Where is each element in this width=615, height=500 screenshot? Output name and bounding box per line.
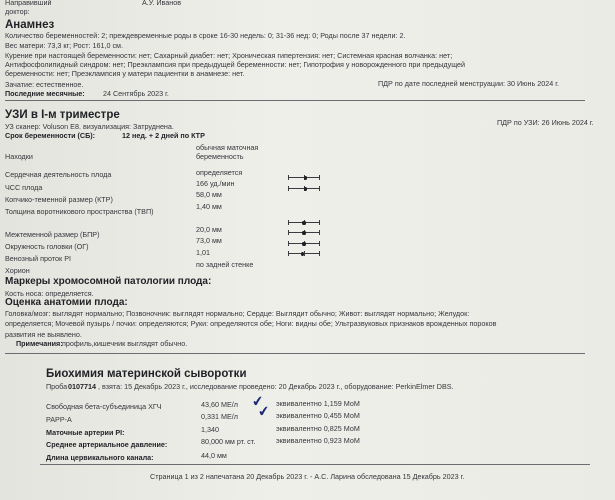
section-divider <box>40 464 590 465</box>
footer-text: Страница 1 из 2 напечатана 20 Декабрь 2023 г. - А.С. Ларина обследована 15 Декабрь 2023 г. <box>150 472 465 481</box>
finding-name: Сердечная деятельность плода <box>5 170 112 179</box>
bio-value: 1,340 <box>201 425 219 434</box>
anamnesis-line: Количество беременностей: 2; преждевременные роды в сроке 16-30 недель: 0; 31-36 нед: 0; Роды после 37 недели: 2. <box>5 31 406 40</box>
range-scale <box>288 188 320 189</box>
range-marker <box>302 242 305 245</box>
bio-value: 0,331 МЕ/л <box>201 412 238 421</box>
bio-mom: эквивалентно 1,159 МоМ <box>276 399 360 408</box>
bio-mom: эквивалентно 0,923 МоМ <box>276 436 360 445</box>
finding-value: определяется <box>196 168 243 177</box>
referring-name: А.У. Иванов <box>142 0 182 7</box>
doctor-label: доктор: <box>5 7 30 16</box>
anatomy-line: развития не выявлено. <box>5 330 82 339</box>
range-marker <box>304 176 307 179</box>
edd-by-lmp: ПДР по дате последней менструации: 30 Июнь 2024 г. <box>378 79 559 88</box>
finding-value: 1,40 мм <box>196 202 222 211</box>
sample-info: , взята: 15 Декабрь 2023 г., исследование проведено: 20 Декабрь 2023 г., оборудование: PerkinElmer DBS. <box>98 382 454 391</box>
range-scale <box>288 177 320 178</box>
chromosomal-title: Маркеры хромосомной патологии плода: <box>5 276 212 287</box>
range-marker <box>302 231 305 234</box>
finding-name: Копчико-теменной размер (КТР) <box>5 195 113 204</box>
bio-name: Длина цервикального канала: <box>46 453 154 462</box>
lmp-value: 24 Сентябрь 2023 г. <box>103 89 169 98</box>
range-scale <box>288 232 320 233</box>
bio-name: Маточные артерии PI: <box>46 428 125 437</box>
finding-value: 73,0 мм <box>196 236 222 245</box>
finding-value: 20,0 мм <box>196 225 222 234</box>
handwritten-check-icon: ✔ <box>256 402 271 420</box>
bio-value: 80,000 мм рт. ст. <box>201 437 256 446</box>
bio-name: Свободная бета-субъединица ХГЧ <box>46 402 162 411</box>
ga-value: 12 нед. + 2 дней по КТР <box>122 131 205 140</box>
finding-name: Толщина воротникового пространства (ТВП) <box>5 207 154 216</box>
notes-label: Примечания: <box>16 339 63 348</box>
biochemistry-title: Биохимия материнской сыворотки <box>46 368 247 380</box>
anamnesis-line: беременности: нет; Преэклампсия у матери пациентки в анамнезе: нет. <box>5 69 245 78</box>
bio-mom: эквивалентно 0,825 МоМ <box>276 424 360 433</box>
referring-label: Направивший <box>5 0 52 7</box>
bio-name: Среднее артериальное давление: <box>46 440 168 449</box>
finding-value: 1,01 <box>196 248 210 257</box>
finding-name: Венозный проток PI <box>5 254 71 263</box>
bio-name: PAPP-A <box>46 415 72 424</box>
bio-value: 44,0 мм <box>201 451 227 460</box>
range-scale <box>288 253 320 254</box>
finding-name: Окружность головки (ОГ) <box>5 242 89 251</box>
anamnesis-line: Антифосфолипидный синдром: нет; Преэклампсия при предыдущей беременности: нет; Гипотрофия у новорожденного при предыдущей <box>5 60 466 69</box>
anamnesis-title: Анамнез <box>5 19 55 31</box>
scanner-info: УЗ сканер: Voluson E8. визуализация: Затруднена. <box>5 122 174 131</box>
anatomy-title: Оценка анатомии плода: <box>5 297 128 308</box>
section-divider <box>5 353 585 354</box>
col-findings: Находки <box>5 152 33 161</box>
finding-name: ЧСС плода <box>5 183 43 192</box>
section-divider <box>5 100 585 101</box>
anatomy-line: определяется; Мочевой пузырь / почки: определяются; Руки: определяются обе; Ноги: видны обе; Ультразвуковых признаков врожденных пороков <box>5 319 497 328</box>
finding-value: по задней стенке <box>196 260 254 269</box>
finding-value: 166 уд./мин <box>196 179 235 188</box>
range-marker <box>304 187 307 190</box>
sample-id: 0107714 <box>68 382 96 391</box>
anamnesis-line: Курение при настоящей беременности: нет; Сахарный диабет: нет; Хроническая гипертензия: нет; Системная красная волчанка: нет; <box>5 51 453 60</box>
range-marker <box>302 221 305 224</box>
anatomy-line: Головка/мозг: выглядят нормально; Позвоночник: выглядят нормально; Сердце: Выглядит обычно; Живот: выглядят нормально; Желудок: <box>5 309 470 318</box>
finding-value: 58,0 мм <box>196 190 222 199</box>
ga-label: Срок беременности (СБ): <box>5 131 96 140</box>
first-trimester-title: УЗИ в I-м триместре <box>5 109 120 121</box>
edd-by-us: ПДР по УЗИ: 26 Июнь 2024 г. <box>497 118 594 127</box>
anamnesis-line: Вес матери: 73,3 кг; Рост: 161,0 см. <box>5 41 123 50</box>
range-scale <box>288 222 320 223</box>
range-scale <box>288 243 320 244</box>
notes-value: профиль,кишечник выглядят обычно. <box>62 339 188 348</box>
range-marker <box>301 252 304 255</box>
handwritten-check-icon: ✔ <box>250 392 265 410</box>
finding-name: Межтеменной размер (БПР) <box>5 230 100 239</box>
sample-label: Проба <box>46 382 68 391</box>
bio-value: 43,60 МЕ/л <box>201 400 238 409</box>
anamnesis-line: Зачатие: естественное. <box>5 80 84 89</box>
nasal-bone: Кость носа: определяется. <box>5 289 94 298</box>
lmp-label: Последние месячные: <box>5 89 85 98</box>
col-normal: обычная маточная беременность <box>196 143 259 161</box>
bio-mom: эквивалентно 0,455 МоМ <box>276 411 360 420</box>
finding-name: Хорион <box>5 266 30 275</box>
